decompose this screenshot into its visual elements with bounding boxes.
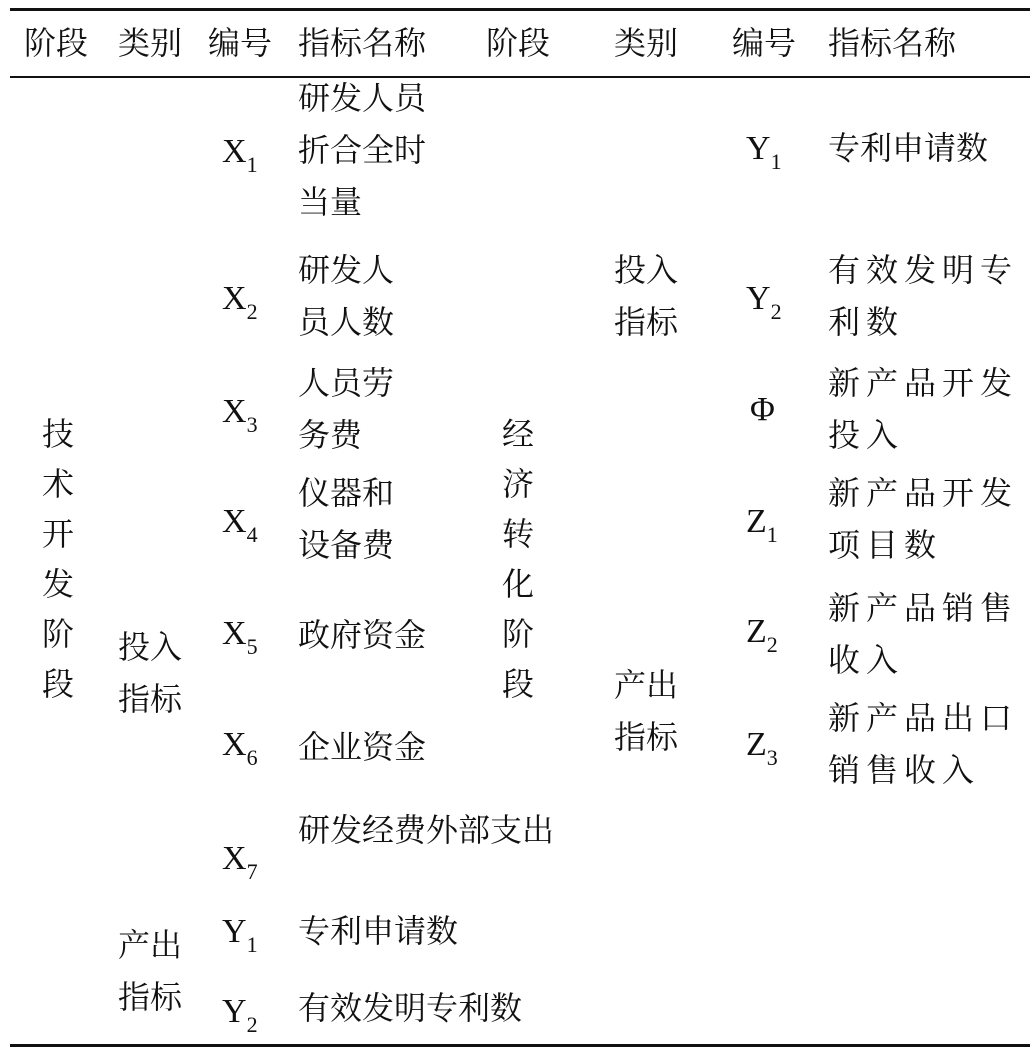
header-stage: 阶段 <box>24 24 89 62</box>
code-x2: $X_2$ <box>222 280 258 324</box>
indicator-name: 新产品出口销售收入 <box>828 699 1019 789</box>
code-y1: $Y_1$ <box>222 913 258 957</box>
code-x4: $X_4$ <box>222 503 258 547</box>
code-z2: $Z_2$ <box>746 613 778 657</box>
left-stage-label: 技术开发阶段 <box>41 415 74 703</box>
header-category: 类别 <box>118 24 183 62</box>
indicator-name: 人员劳务费 <box>298 364 395 454</box>
header-code-2: 编号 <box>732 24 797 62</box>
indicator-name: 专利申请数 <box>828 129 989 167</box>
indicator-name: 研发经费外部支出 <box>298 811 555 849</box>
code-x7: $X_7$ <box>222 840 258 884</box>
indicator-name: 仪器和设备费 <box>298 474 395 564</box>
indicator-name: 有效发明专利数 <box>298 989 523 1027</box>
code-y2-right: $Y_2$ <box>746 280 782 324</box>
indicator-name: 新产品开发投入 <box>828 364 1019 454</box>
right-stage-label: 经济转化阶段 <box>501 415 534 703</box>
code-z1: $Z_1$ <box>746 503 778 547</box>
indicator-name: 新产品开发项目数 <box>828 474 1019 564</box>
header-name-2: 指标名称 <box>828 24 957 62</box>
indicator-name: 研发人员折合全时当量 <box>298 79 427 221</box>
indicator-name: 有效发明专利数 <box>828 251 1019 341</box>
code-y2: $Y_2$ <box>222 993 258 1037</box>
code-x6: $X_6$ <box>222 726 258 770</box>
code-z3: $Z_3$ <box>746 726 778 770</box>
header-rule <box>10 76 1030 78</box>
code-y1-right: $Y_1$ <box>746 130 782 174</box>
code-x1: $X_1$ <box>222 133 258 177</box>
bottom-rule <box>10 1044 1030 1047</box>
code-x3: $X_3$ <box>222 393 258 437</box>
code-x5: $X_5$ <box>222 615 258 659</box>
indicator-name: 专利申请数 <box>298 912 459 950</box>
right-input-category: 投入指标 <box>614 251 679 341</box>
left-output-category: 产出指标 <box>118 926 183 1016</box>
indicator-name: 新产品销售收入 <box>828 589 1019 679</box>
header-stage-2: 阶段 <box>486 24 551 62</box>
left-input-category: 投入指标 <box>118 628 183 718</box>
header-name: 指标名称 <box>298 24 427 62</box>
indicator-name: 企业资金 <box>298 728 427 766</box>
right-output-category: 产出指标 <box>614 666 679 756</box>
top-rule <box>10 8 1030 11</box>
indicator-name: 研发人员人数 <box>298 251 395 341</box>
header-code: 编号 <box>208 24 273 62</box>
code-phi: Φ <box>750 391 775 428</box>
indicator-name: 政府资金 <box>298 616 427 654</box>
header-category-2: 类别 <box>614 24 679 62</box>
